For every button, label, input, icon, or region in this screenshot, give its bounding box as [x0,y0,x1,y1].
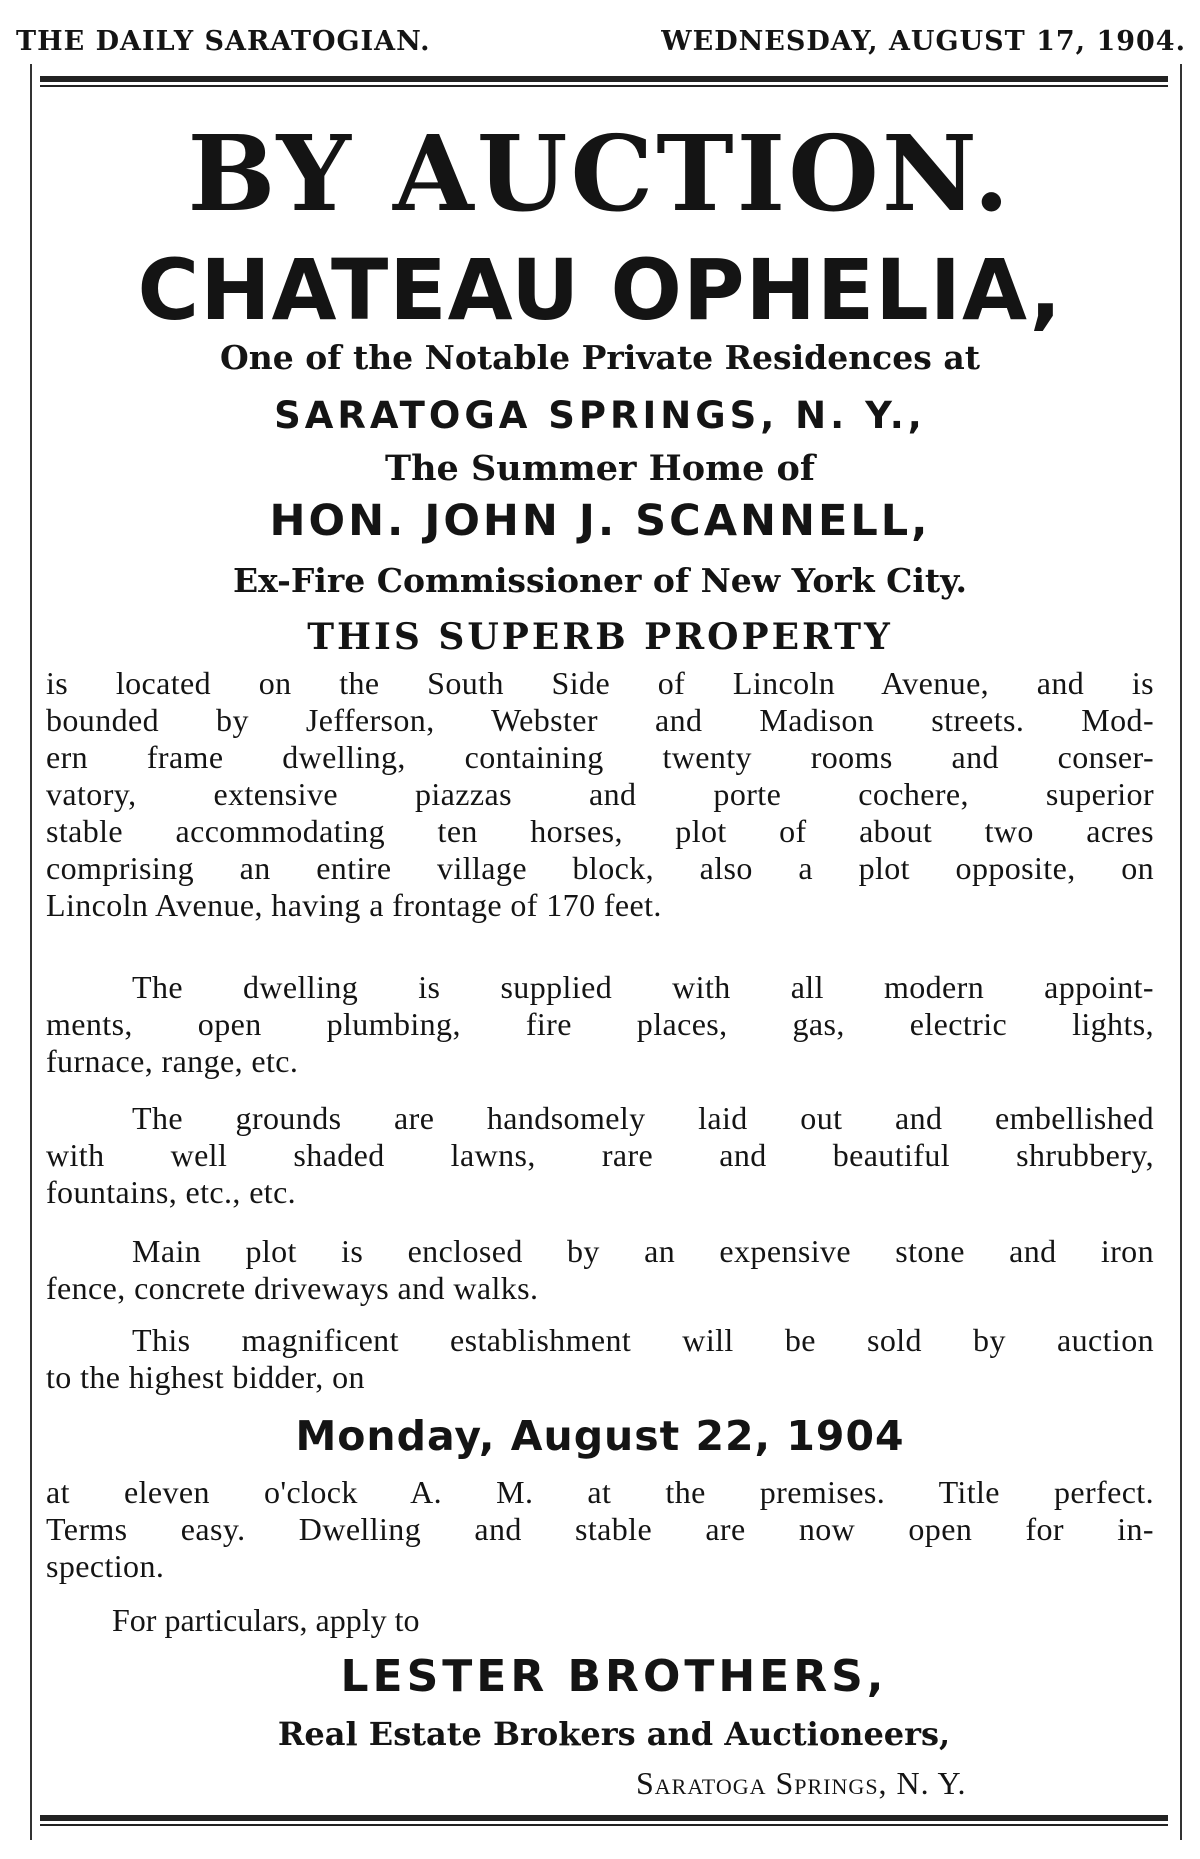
paragraph-location [46,665,1154,924]
property-name: CHATEAU OPHELIA, [137,241,1063,339]
paragraph-terms [46,1474,1154,1585]
broker-name: LESTER BROTHERS, [340,1651,888,1702]
masthead-paper-name: THE DAILY SARATOGIAN. [16,26,431,57]
paragraph-line: fence, concrete driveways and walks. [46,1270,539,1306]
paragraph-line: ments, open plumbing, fire places, gas, electric lights, [46,1006,1154,1042]
paragraph-line: comprising an entire village block, also a plot opposite, on [46,850,1154,886]
paragraph-line: at eleven o'clock A. M. at the premises. Title perfect. [46,1474,1154,1510]
headline: BY AUCTION. [187,112,1013,235]
section-heading: THIS SUPERB PROPERTY [307,616,893,658]
paragraph-line: ern frame dwelling, containing twenty rooms and conser- [46,739,1154,775]
location-heading: SARATOGA SPRINGS, N. Y., [274,394,926,437]
subtitle-notable-residences: One of the Notable Private Residences at [220,338,980,377]
paragraph-line: bounded by Jefferson, Webster and Madison streets. Mod- [46,702,1154,738]
paragraph-line: stable accommodating ten horses, plot of about two acres [46,813,1154,849]
bottom-rule [40,1815,1168,1829]
subtitle-summer-home: The Summer Home of [385,448,815,489]
masthead-date: WEDNESDAY, AUGUST 17, 1904. [661,26,1186,57]
masthead [16,22,1186,62]
paragraph-line: Terms easy. Dwelling and stable are now open for in- [46,1511,1154,1547]
owner-name: HON. JOHN J. SCANNELL, [269,496,931,546]
paragraph-line: is located on the South Side of Lincoln Avenue, and is [46,665,1154,701]
broker-town: Saratoga Springs, N. Y. [636,1765,967,1801]
paragraph-dwelling [46,969,1154,1080]
paragraph-fence [46,1233,1154,1307]
paragraph-line: with well shaded lawns, rare and beautiful shrubbery, [46,1137,1154,1173]
paragraph-line: The grounds are handsomely laid out and embellished [132,1100,1154,1136]
paragraph-line: vatory, extensive piazzas and porte cochere, superior [46,776,1154,812]
contact-intro: For particulars, apply to [112,1602,420,1638]
paragraph-line: This magnificent establishment will be sold by auction [132,1322,1154,1358]
paragraph-line: furnace, range, etc. [46,1043,299,1079]
paragraph-line: The dwelling is supplied with all modern appoint- [132,969,1154,1005]
broker-title: Real Estate Brokers and Auctioneers, [277,1715,951,1753]
auction-date: Monday, August 22, 1904 [295,1412,905,1460]
paragraph-sale [46,1322,1154,1396]
owner-title: Ex-Fire Commissioner of New York City. [232,561,968,600]
paragraph-grounds [46,1100,1154,1211]
paragraph-line: to the highest bidder, on [46,1359,365,1395]
paragraph-line: Lincoln Avenue, having a frontage of 170 feet. [46,887,662,923]
top-rule [40,76,1168,90]
paragraph-line: Main plot is enclosed by an expensive stone and iron [132,1233,1154,1269]
paragraph-line: fountains, etc., etc. [46,1174,297,1210]
paragraph-line: spection. [46,1548,165,1584]
